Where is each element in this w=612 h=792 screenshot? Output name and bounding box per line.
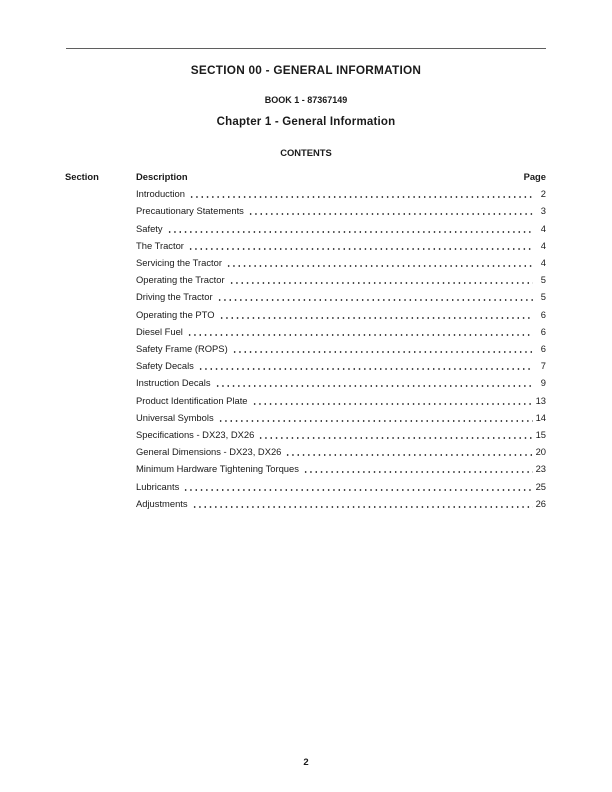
toc-row [136, 460, 546, 477]
toc-row [136, 357, 546, 374]
toc-row [136, 495, 546, 512]
toc-entry-page: 6 [540, 308, 546, 320]
toc-entry-label: Safety Decals [136, 360, 194, 372]
toc-entry-page: 4 [540, 239, 546, 251]
toc-entry-label: Operating the PTO [136, 308, 215, 320]
page-number: 2 [303, 757, 309, 768]
toc-entry-page: 4 [540, 257, 546, 269]
toc-entry-page: 23 [535, 463, 546, 475]
toc-entry-label: Minimum Hardware Tightening Torques [136, 463, 299, 475]
dot-leader [258, 437, 532, 439]
toc-entry-label: Product Identification Plate [136, 394, 248, 406]
toc-row [136, 254, 546, 271]
toc-row [136, 306, 546, 323]
toc-col-page: Page [523, 171, 546, 182]
section-title: SECTION 00 - GENERAL INFORMATION [190, 63, 422, 77]
toc-entry-page: 3 [540, 205, 546, 217]
toc-entry-page: 2 [540, 188, 546, 200]
toc-entry-label: Lubricants [136, 480, 180, 492]
toc-entry-label: Instruction Decals [136, 377, 211, 389]
chapter-title: Chapter 1 - General Information [216, 116, 396, 128]
toc-entry-label: Introduction [136, 188, 185, 200]
toc-entry-label: Safety [136, 222, 163, 234]
dot-leader [285, 454, 532, 456]
dot-leader [192, 506, 533, 508]
toc-header-row [65, 168, 546, 185]
toc-entry-label: Operating the Tractor [136, 274, 225, 286]
dot-leader [229, 282, 533, 284]
toc-entry-label: Precautionary Statements [136, 205, 244, 217]
dot-leader [252, 403, 533, 405]
dot-leader [232, 351, 533, 353]
toc-row [136, 409, 546, 426]
toc-entry-page: 13 [535, 394, 546, 406]
dot-leader [188, 248, 533, 250]
dot-leader [215, 385, 533, 387]
toc-entry-label: General Dimensions - DX23, DX26 [136, 446, 282, 458]
toc-col-description: Description [136, 171, 188, 182]
toc-row [136, 478, 546, 495]
toc-entry-label: Servicing the Tractor [136, 257, 222, 269]
toc-entry-page: 14 [535, 411, 546, 423]
toc-row [136, 323, 546, 340]
dot-leader [226, 265, 533, 267]
toc-row [136, 271, 546, 288]
toc-entry-page: 7 [540, 360, 546, 372]
toc-row [136, 237, 546, 254]
toc-entry-label: Safety Frame (ROPS) [136, 343, 228, 355]
toc-row [136, 202, 546, 219]
dot-leader [218, 420, 533, 422]
dot-leader [167, 231, 533, 233]
table-of-contents [65, 168, 546, 512]
dot-leader [217, 299, 533, 301]
toc-entry-label: Specifications - DX23, DX26 [136, 429, 255, 441]
toc-entry-page: 20 [535, 446, 546, 458]
toc-row [136, 392, 546, 409]
toc-entry-label: Diesel Fuel [136, 325, 183, 337]
toc-row [136, 340, 546, 357]
toc-entry-page: 5 [540, 274, 546, 286]
toc-entry-page: 15 [535, 429, 546, 441]
dot-leader [219, 317, 533, 319]
toc-entry-label: Driving the Tractor [136, 291, 213, 303]
toc-entry-page: 5 [540, 291, 546, 303]
dot-leader [248, 213, 533, 215]
toc-row [136, 288, 546, 305]
toc-entry-page: 4 [540, 222, 546, 234]
toc-entry-label: Universal Symbols [136, 411, 214, 423]
toc-entry-page: 9 [540, 377, 546, 389]
toc-row [136, 185, 546, 202]
dot-leader [189, 196, 533, 198]
toc-rows [136, 185, 546, 512]
toc-entry-page: 6 [540, 343, 546, 355]
toc-entry-label: The Tractor [136, 239, 184, 251]
contents-heading: CONTENTS [280, 147, 332, 158]
toc-row [136, 426, 546, 443]
toc-entry-page: 25 [535, 480, 546, 492]
toc-entry-page: 26 [535, 497, 546, 509]
toc-row [136, 374, 546, 391]
toc-row [136, 443, 546, 460]
toc-entry-page: 6 [540, 325, 546, 337]
dot-leader [303, 471, 533, 473]
toc-col-section: Section [65, 171, 99, 182]
dot-leader [183, 489, 532, 491]
book-reference: BOOK 1 - 87367149 [264, 95, 348, 105]
dot-leader [198, 368, 533, 370]
toc-row [136, 220, 546, 237]
dot-leader [187, 334, 533, 336]
header-rule [66, 48, 546, 49]
toc-entry-label: Adjustments [136, 497, 188, 509]
